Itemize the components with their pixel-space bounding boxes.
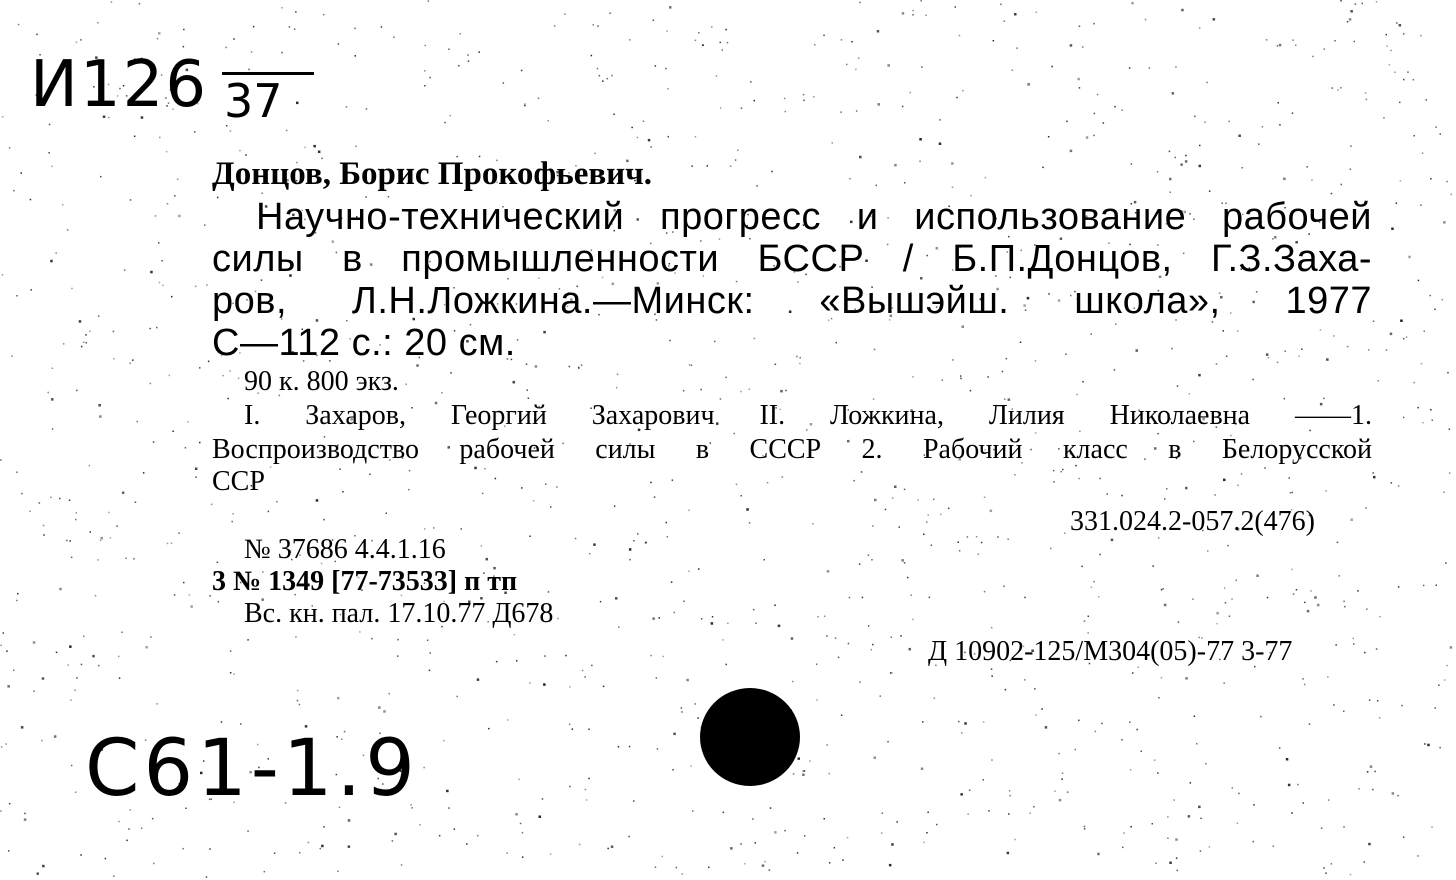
subjects-line-2: Воспроизводство рабочей силы в СССР 2. Рабочий класс в Белорусской	[212, 434, 1372, 465]
subjects-line-1: I. Захаров, Георгий Захарович II. Ложкина, Лилия Николаевна ——1.	[244, 400, 1372, 431]
title-line-3: ров, Л.Н.Ложкина.—Минск: «Вышэйш. школа», 1977	[212, 280, 1372, 322]
author-heading: Донцов, Борис Прокофьевич.	[212, 156, 653, 192]
price-run: 90 к. 800 экз.	[244, 366, 399, 397]
handwritten-call-fraction-number: 37	[224, 74, 283, 128]
classification-code: 331.024.2-057.2(476)	[1070, 506, 1315, 537]
title-line-2: силы в промышленности БССР / Б.П.Донцов, Г.З.Заха-	[212, 238, 1372, 280]
index-code: Д 10902-125/М304(05)-77 3-77	[928, 636, 1293, 667]
handwritten-call-fraction	[222, 72, 314, 127]
order-number: 3 № 1349 [77-73533] п тп	[212, 566, 518, 597]
subjects-line-3: ССР	[212, 466, 265, 497]
title-line-4: С—112 с.: 20 см.	[212, 322, 516, 364]
handwritten-call-number: И126	[30, 48, 209, 122]
handwritten-shelf-mark: С61-1.9	[85, 724, 419, 814]
title-line-1: Научно-технический прогресс и использование рабочей	[256, 196, 1372, 238]
book-chamber-record: Вс. кн. пал. 17.10.77 Д678	[244, 598, 554, 629]
record-number: № 37686 4.4.1.16	[244, 534, 446, 565]
punch-hole	[700, 688, 800, 786]
